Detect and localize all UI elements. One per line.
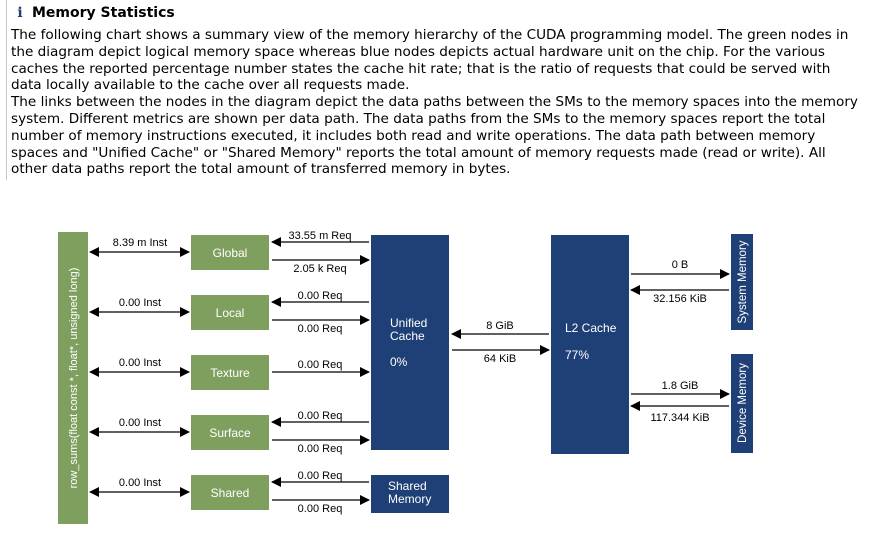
section-title: Memory Statistics [32, 5, 175, 21]
system-memory-read-bytes: 32.156 KiB [653, 293, 707, 305]
memory-space-shared[interactable] [191, 475, 269, 510]
memory-space-local[interactable] [191, 295, 269, 330]
req-shared-top: 0.00 Req [297, 470, 343, 482]
req-surface-bottom: 0.00 Req [297, 443, 343, 455]
memory-space-global-label: Global [212, 246, 248, 260]
unified-cache-label-line2: Cache [390, 329, 425, 343]
info-icon: i [17, 5, 23, 21]
device-memory-read-bytes: 117.344 KiB [650, 412, 710, 424]
req-global-top: 33.55 m Req [288, 230, 352, 242]
device-memory-write-bytes: 1.8 GiB [661, 380, 699, 392]
memory-space-texture[interactable] [191, 355, 269, 390]
memory-space-shared-label: Shared [210, 486, 250, 500]
system-memory-node[interactable] [731, 234, 753, 330]
inst-global: 8.39 m Inst [112, 237, 168, 249]
l2-cache-label: L2 Cache [565, 321, 617, 335]
kernel-label: row_sums(float const *, float*, unsigned long) [68, 267, 80, 489]
l2-cache-hit-rate: 77% [565, 348, 590, 362]
unified-cache-node[interactable] [371, 235, 449, 450]
system-memory-write-bytes: 0 B [671, 259, 689, 271]
memory-space-local-label: Local [215, 306, 245, 320]
unified-cache-label-line1: Unified [390, 316, 428, 330]
req-surface-top: 0.00 Req [297, 410, 343, 422]
unified-cache-hit-rate: 0% [390, 355, 408, 369]
inst-surface: 0.00 Inst [118, 417, 162, 429]
req-texture-bottom: 0.00 Req [297, 359, 343, 371]
inst-texture: 0.00 Inst [118, 357, 162, 369]
req-global-bottom: 2.05 k Req [293, 263, 347, 275]
req-local-bottom: 0.00 Req [297, 323, 343, 335]
inst-shared: 0.00 Inst [118, 477, 162, 489]
device-memory-node[interactable] [731, 354, 753, 453]
memory-space-texture-label: Texture [210, 366, 250, 380]
memory-space-surface-label: Surface [209, 426, 251, 440]
memory-space-surface[interactable] [191, 415, 269, 450]
description-paragraph-2: The links between the nodes in the diagram depict the data paths between the SMs to the memory spaces into the memory system. Different metrics are shown per data path. The data paths from the SMs to the memory spaces report the total number of memory instructions executed, it includes both read and write operations. The data path between memory spaces and "Unified Cache" or "Shared Memory" reports the total amount of memory requests made (read or write). All other data paths report the total amount of transferred memory in bytes. [11, 94, 858, 178]
system-memory-label: System Memory [737, 240, 749, 324]
shared-memory-label-line2: Memory [388, 492, 432, 506]
inst-local: 0.00 Inst [118, 297, 162, 309]
l2-cache-node[interactable] [551, 235, 629, 454]
req-local-top: 0.00 Req [297, 290, 343, 302]
req-shared-bottom: 0.00 Req [297, 503, 343, 515]
device-memory-label: Device Memory [737, 363, 749, 443]
shared-memory-label-line1: Shared [388, 479, 427, 493]
unified-l2-bytes: 64 KiB [483, 353, 517, 365]
l2-unified-bytes: 8 GiB [486, 320, 514, 332]
shared-memory-node[interactable] [371, 475, 449, 513]
description-paragraph-1: The following chart shows a summary view of the memory hierarchy of the CUDA programming model. The green nodes in the diagram depict logical memory space whereas blue nodes depicts actual hardware unit on the chip. For the various caches the reported percentage number states the cache hit rate; that is the ratio of requests that could be served with data locally available to the cache over all requests made. [11, 27, 849, 94]
memory-space-global[interactable] [191, 235, 269, 270]
